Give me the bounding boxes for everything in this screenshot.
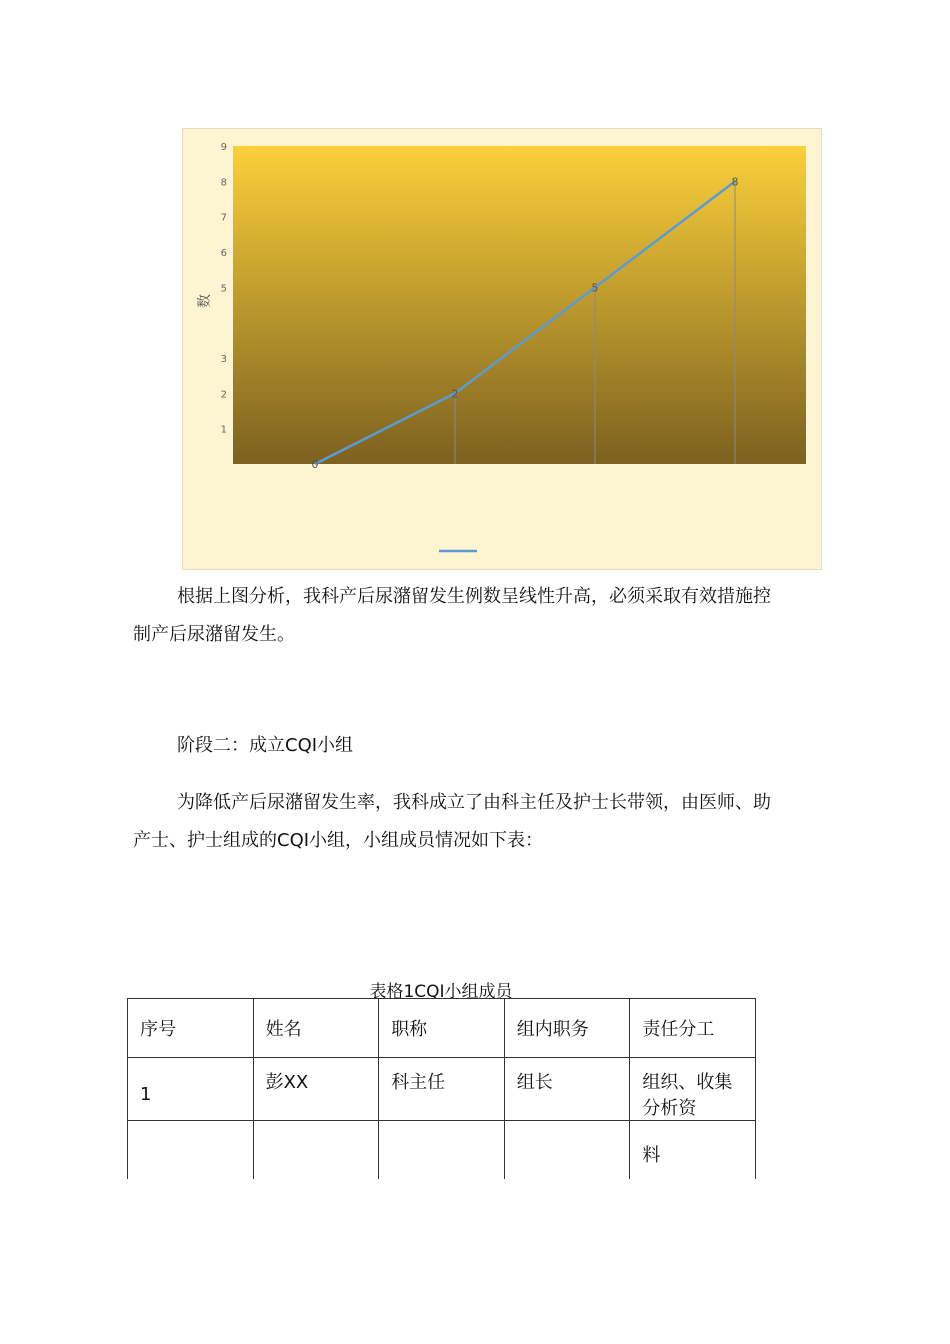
intro-line-2: 产士、护士组成的CQI小组，小组成员情况如下表： — [133, 830, 544, 851]
table-cell — [128, 1121, 254, 1179]
table-cell — [504, 1121, 630, 1179]
line-chart — [182, 128, 822, 570]
header-cell: 职称 — [379, 999, 505, 1058]
y-tick-label: 9 — [220, 142, 227, 153]
chart-svg — [183, 129, 823, 571]
table-cell: 组长 — [504, 1058, 630, 1121]
analysis-line-1: 根据上图分析，我科产后尿潴留发生例数呈线性升高，必须采取有效措施控 — [177, 586, 771, 607]
table-cell — [253, 1121, 379, 1179]
y-tick-label: 8 — [220, 177, 227, 189]
table-cell: 彭XX — [253, 1058, 379, 1121]
analysis-paragraph — [133, 578, 823, 654]
y-tick-label: 7 — [220, 212, 227, 224]
members-table — [127, 998, 756, 1179]
analysis-line-2: 制产后尿潴留发生。 — [133, 624, 295, 645]
y-axis-label: 数 — [197, 294, 213, 308]
header-cell: 组内职务 — [504, 999, 630, 1058]
y-tick-label: 3 — [220, 354, 227, 365]
section-heading-text: 阶段二：成立CQI小组 — [177, 735, 354, 756]
table-cell — [379, 1121, 505, 1179]
table-row — [128, 1058, 756, 1121]
table-cell: 组织、收集分析资 — [630, 1058, 756, 1121]
table-cell: 料 — [630, 1121, 756, 1179]
data-label: 5 — [591, 281, 599, 295]
table-title: 表格1CQI小组成员 — [369, 982, 513, 1002]
data-label: 0 — [311, 458, 319, 471]
table-cell: 科主任 — [379, 1058, 505, 1121]
table-cell: 1 — [128, 1058, 254, 1121]
header-cell: 姓名 — [253, 999, 379, 1058]
data-label: 2 — [451, 387, 459, 401]
y-tick-label: 5 — [220, 283, 227, 295]
table-row — [128, 1121, 756, 1179]
data-label: 8 — [731, 175, 739, 189]
y-tick-label: 6 — [220, 248, 227, 259]
header-cell: 序号 — [128, 999, 254, 1058]
header-cell: 责任分工 — [630, 999, 756, 1058]
intro-paragraph — [133, 784, 823, 860]
intro-line-1: 为降低产后尿潴留发生率，我科成立了由科主任及护士长带领，由医师、助 — [177, 792, 771, 813]
section-heading — [133, 727, 823, 765]
table-header-row — [128, 999, 756, 1058]
y-tick-label: 2 — [220, 389, 227, 401]
y-tick-label: 1 — [220, 424, 227, 436]
